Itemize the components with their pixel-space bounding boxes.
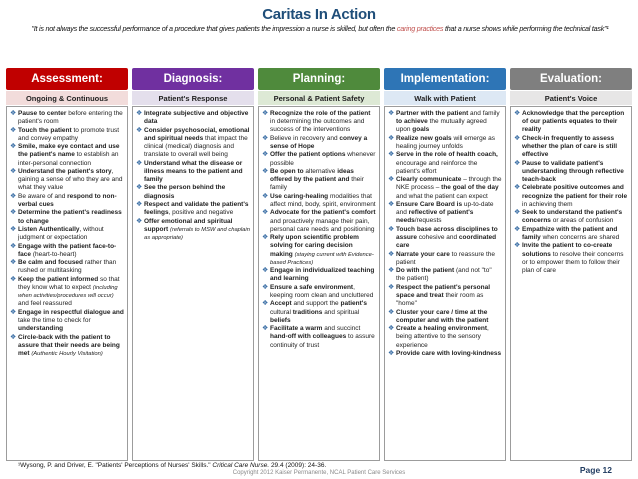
diamond-bullet-icon: ❖: [388, 349, 395, 357]
column-subheader: Patient's Response: [132, 91, 254, 105]
diamond-bullet-icon: ❖: [10, 143, 17, 151]
list-item-text: Serve in the role of health coach, encourage and reinforce the patient's effort: [396, 151, 498, 175]
diamond-bullet-icon: ❖: [514, 110, 521, 117]
list-item-text: Offer emotional and spiritual support (referrals to MSW and chaplain as appropriate): [144, 217, 250, 241]
list-item: [10, 193, 124, 209]
list-item-text: Empathize with the patient and family when concerns are shared: [522, 225, 620, 241]
diamond-bullet-icon: ❖: [136, 126, 143, 134]
list-item: [10, 209, 124, 225]
list-item: [136, 184, 250, 200]
column-assessment: [6, 68, 128, 461]
list-item-text: Engage in respectful dialogue and take the time to check for understanding: [18, 308, 124, 333]
column-subheader: Ongoing & Continuous: [6, 91, 128, 105]
list-item: [388, 110, 502, 135]
column-body: [384, 106, 506, 461]
diamond-bullet-icon: ❖: [136, 159, 143, 167]
list-item-text: Touch base across disciplines to assure cohesive and coordinated care: [396, 225, 498, 250]
diamond-bullet-icon: ❖: [262, 283, 269, 291]
diamond-bullet-icon: ❖: [136, 200, 143, 208]
diamond-bullet-icon: ❖: [136, 110, 143, 117]
list-item-text: Be aware of and respond to non-verbal cues: [18, 192, 117, 208]
quote-highlight: caring practices: [396, 24, 444, 33]
diamond-bullet-icon: ❖: [262, 110, 269, 117]
list-item-text: Ensure Care Board is up-to-date and reflective of patient's needs/requests: [396, 200, 494, 225]
list-item-text: Recognize the role of the patient in determining the outcomes and success of the interventions: [270, 110, 371, 134]
footnote-authors: ¹Wysong, P. and Driver, E. "Patients' Perceptions of Nurses' Skills.": [18, 462, 213, 469]
list-item: [388, 284, 502, 309]
page-number: Page 12: [579, 465, 612, 475]
list-item: [514, 110, 628, 135]
column-body: [6, 106, 128, 461]
list-item: [10, 309, 124, 334]
list-item: [388, 325, 502, 350]
list-item-text: Celebrate positive outcomes and recognize the patient for their role in achieving them: [522, 184, 628, 208]
diamond-bullet-icon: ❖: [388, 267, 395, 275]
list-item: [10, 334, 124, 359]
list-item-text: Create a healing environment, being attentive to the sensory experience: [396, 325, 489, 349]
list-item-text: Check-in frequently to assess whether the plan of care is still effective: [522, 134, 617, 159]
diamond-bullet-icon: ❖: [10, 333, 17, 341]
list-item: [262, 168, 376, 193]
list-item-text: Engage in individualized teaching and learning: [270, 267, 375, 283]
diamond-bullet-icon: ❖: [10, 259, 17, 267]
list-item: [262, 193, 376, 209]
diamond-bullet-icon: ❖: [514, 134, 521, 142]
column-subheader: Patient's Voice: [510, 91, 632, 105]
column-subheader: Personal & Patient Safety: [258, 91, 380, 105]
list-item: [262, 267, 376, 283]
list-item: [514, 242, 628, 275]
list-item-text: Facilitate a warm and succinct hand-off with colleagues to assure continuity of trust: [270, 325, 375, 349]
list-item: [388, 309, 502, 325]
quote-text-start: "It is not always the successful performance of a procedure that gives patients the impression a nurse is skilled, but often the: [31, 24, 397, 33]
list-item: [388, 226, 502, 251]
list-item: [262, 209, 376, 234]
list-item-text: Understand what the disease or illness means to the patient and family: [144, 159, 243, 183]
list-item: [388, 267, 502, 283]
footnote-citation: [18, 462, 326, 469]
diamond-bullet-icon: ❖: [388, 325, 395, 333]
list-item-text: Circle-back with the patient to assure that their needs are being met (Authentic Hourly Visitation): [18, 333, 120, 357]
list-item: [262, 284, 376, 300]
list-item: [136, 127, 250, 160]
list-item: [136, 218, 250, 243]
list-item-text: Integrate subjective and objective data: [144, 110, 249, 126]
diamond-bullet-icon: ❖: [262, 267, 269, 275]
diamond-bullet-icon: ❖: [514, 209, 521, 217]
list-item: [262, 135, 376, 151]
diamond-bullet-icon: ❖: [388, 283, 395, 291]
column-body: [258, 106, 380, 461]
column-evaluation: [510, 68, 632, 461]
list-item: [10, 259, 124, 275]
list-item-text: Rely upon scientific problem solving for caring decision making (staying current with Evidence-based Practices): [270, 234, 374, 266]
list-item-text: Consider psychosocial, emotional and spiritual needs that impact the clinical (medical) diagnosis and translate to overall well being: [144, 126, 250, 159]
subtitle-quote: [30, 24, 610, 34]
column-header: Planning:: [258, 68, 380, 90]
diamond-bullet-icon: ❖: [388, 250, 395, 258]
list-item-text: Ensure a safe environment, keeping room clean and uncluttered: [270, 283, 374, 299]
column-header: Implementation:: [384, 68, 506, 90]
column-header: Evaluation:: [510, 68, 632, 90]
diamond-bullet-icon: ❖: [388, 176, 395, 184]
list-item-text: Do with the patient (and not "to" the patient): [396, 267, 492, 283]
list-item-text: Smile, make eye contact and use the patient's name to establish an inter-personal connection: [18, 143, 120, 167]
list-item-text: Acknowledge that the perception of our patients equates to their reality: [522, 110, 625, 134]
list-item: [514, 209, 628, 225]
diamond-bullet-icon: ❖: [136, 184, 143, 192]
list-item: [262, 151, 376, 167]
diamond-bullet-icon: ❖: [262, 325, 269, 333]
list-item: [388, 176, 502, 201]
list-item: [514, 184, 628, 209]
list-item: [136, 160, 250, 185]
diamond-bullet-icon: ❖: [262, 300, 269, 308]
footnote-volume: 29.4 (2009): 24-36.: [269, 462, 327, 469]
list-item: [388, 201, 502, 226]
list-item-text: Keep the patient informed so that they know what to expect (including when activities/procedures will occur) and feel reassured: [18, 275, 120, 308]
list-item-text: Pause to validate patient's understanding through reflective teach-back: [522, 159, 624, 183]
list-item: [388, 135, 502, 151]
column-planning: [258, 68, 380, 461]
list-item: [10, 276, 124, 309]
diamond-bullet-icon: ❖: [10, 110, 17, 117]
diamond-bullet-icon: ❖: [388, 151, 395, 159]
diamond-bullet-icon: ❖: [10, 192, 17, 200]
list-item-text: Be calm and focused rather than rushed or multitasking: [18, 259, 117, 275]
list-item-text: Pause to center before entering the patient's room: [18, 110, 123, 126]
list-item-text: Provide care with loving-kindness: [396, 349, 502, 357]
list-item-text: Listen Authentically, without judgment or expectation: [18, 225, 104, 242]
list-item: [10, 110, 124, 126]
column-diagnosis: [132, 68, 254, 461]
diamond-bullet-icon: ❖: [388, 308, 395, 316]
diamond-bullet-icon: ❖: [514, 225, 521, 233]
column-header: Assessment:: [6, 68, 128, 90]
list-item-text: Determine the patient's readiness to change: [18, 209, 122, 225]
list-item-text: Touch the patient to promote trust and convey empathy: [18, 126, 120, 142]
list-item: [514, 226, 628, 242]
list-item-text: Believe in recovery and convey a sense of Hope: [270, 134, 368, 150]
list-item-text: Clearly communicate – through the NKE process – the goal of the day and what the patient can expect: [396, 176, 502, 200]
diamond-bullet-icon: ❖: [262, 134, 269, 142]
list-item-text: Cluster your care / time at the computer and with the patient: [396, 308, 489, 324]
list-item: [10, 168, 124, 193]
diamond-bullet-icon: ❖: [262, 151, 269, 159]
list-item: [514, 135, 628, 160]
list-item: [514, 160, 628, 185]
list-item-text: Seek to understand the patient's concerns or areas of confusion: [522, 209, 623, 225]
list-item: [10, 127, 124, 143]
list-item: [262, 300, 376, 325]
diamond-bullet-icon: ❖: [514, 242, 521, 250]
diamond-bullet-icon: ❖: [262, 234, 269, 242]
list-item: [262, 234, 376, 267]
diamond-bullet-icon: ❖: [10, 225, 17, 233]
diamond-bullet-icon: ❖: [10, 242, 17, 250]
list-item-text: Advocate for the patient's comfort and proactively manage their pain, personal care needs and positioning: [270, 209, 376, 233]
list-item-text: Be open to alternative ideas offered by the patient and their family: [270, 167, 364, 192]
footnote-journal: Critical Care Nurse.: [212, 462, 270, 469]
list-item: [262, 325, 376, 350]
list-item: [10, 243, 124, 259]
diamond-bullet-icon: ❖: [10, 126, 17, 134]
diamond-bullet-icon: ❖: [514, 184, 521, 192]
list-item: [136, 110, 250, 126]
list-item: [136, 201, 250, 217]
list-item-text: Narrate your care to reassure the patient: [396, 250, 496, 266]
diamond-bullet-icon: ❖: [388, 225, 395, 233]
column-body: [132, 106, 254, 461]
diamond-bullet-icon: ❖: [262, 209, 269, 217]
list-item: [10, 143, 124, 168]
diamond-bullet-icon: ❖: [10, 167, 17, 175]
diamond-bullet-icon: ❖: [388, 110, 395, 117]
list-item-text: Respect and validate the patient's feelings, positive and negative: [144, 200, 249, 217]
column-header: Diagnosis:: [132, 68, 254, 90]
list-item-text: Engage with the patient face-to-face (heart-to-heart): [18, 242, 117, 258]
column-subheader: Walk with Patient: [384, 91, 506, 105]
list-item: [10, 226, 124, 242]
list-item-text: Realize new goals will emerge as healing journey unfolds: [396, 134, 495, 150]
diamond-bullet-icon: ❖: [388, 200, 395, 208]
list-item-text: Partner with the patient and family to achieve the mutually agreed upon goals: [396, 110, 500, 134]
list-item-text: Invite the patient to co-create solutions to resolve their concerns or to empower them to follow their plan of care: [522, 242, 624, 274]
quote-text-end: that a nurse shows while performing the technical task"¹: [443, 24, 609, 33]
page-title: Caritas In Action: [262, 6, 376, 23]
diamond-bullet-icon: ❖: [10, 308, 17, 316]
copyright-notice: Copyright 2012 Kaiser Permanente, NCAL Patient Care Services: [232, 470, 406, 476]
list-item: [262, 110, 376, 135]
column-body: [510, 106, 632, 461]
list-item-text: Accept and support the patient's cultural traditions and spiritual beliefs: [270, 300, 367, 324]
list-item-text: See the person behind the diagnosis: [144, 184, 226, 200]
list-item: [388, 251, 502, 267]
diamond-bullet-icon: ❖: [262, 192, 269, 200]
list-item-text: Understand the patient's story, gaining a sense of who they are and what they value: [18, 167, 123, 192]
list-item-text: Offer the patient options whenever possible: [270, 151, 376, 167]
list-item-text: Respect the patient's personal space and treat their room as "home": [396, 283, 491, 308]
list-item-text: Use caring-healing modalities that affect mind, body, spirit, environment: [270, 192, 376, 208]
diamond-bullet-icon: ❖: [262, 167, 269, 175]
diamond-bullet-icon: ❖: [10, 275, 17, 283]
diamond-bullet-icon: ❖: [136, 217, 143, 225]
diamond-bullet-icon: ❖: [514, 159, 521, 167]
diamond-bullet-icon: ❖: [10, 209, 17, 217]
diamond-bullet-icon: ❖: [388, 134, 395, 142]
column-implementation: [384, 68, 506, 461]
list-item: [388, 350, 502, 358]
list-item: [388, 151, 502, 176]
